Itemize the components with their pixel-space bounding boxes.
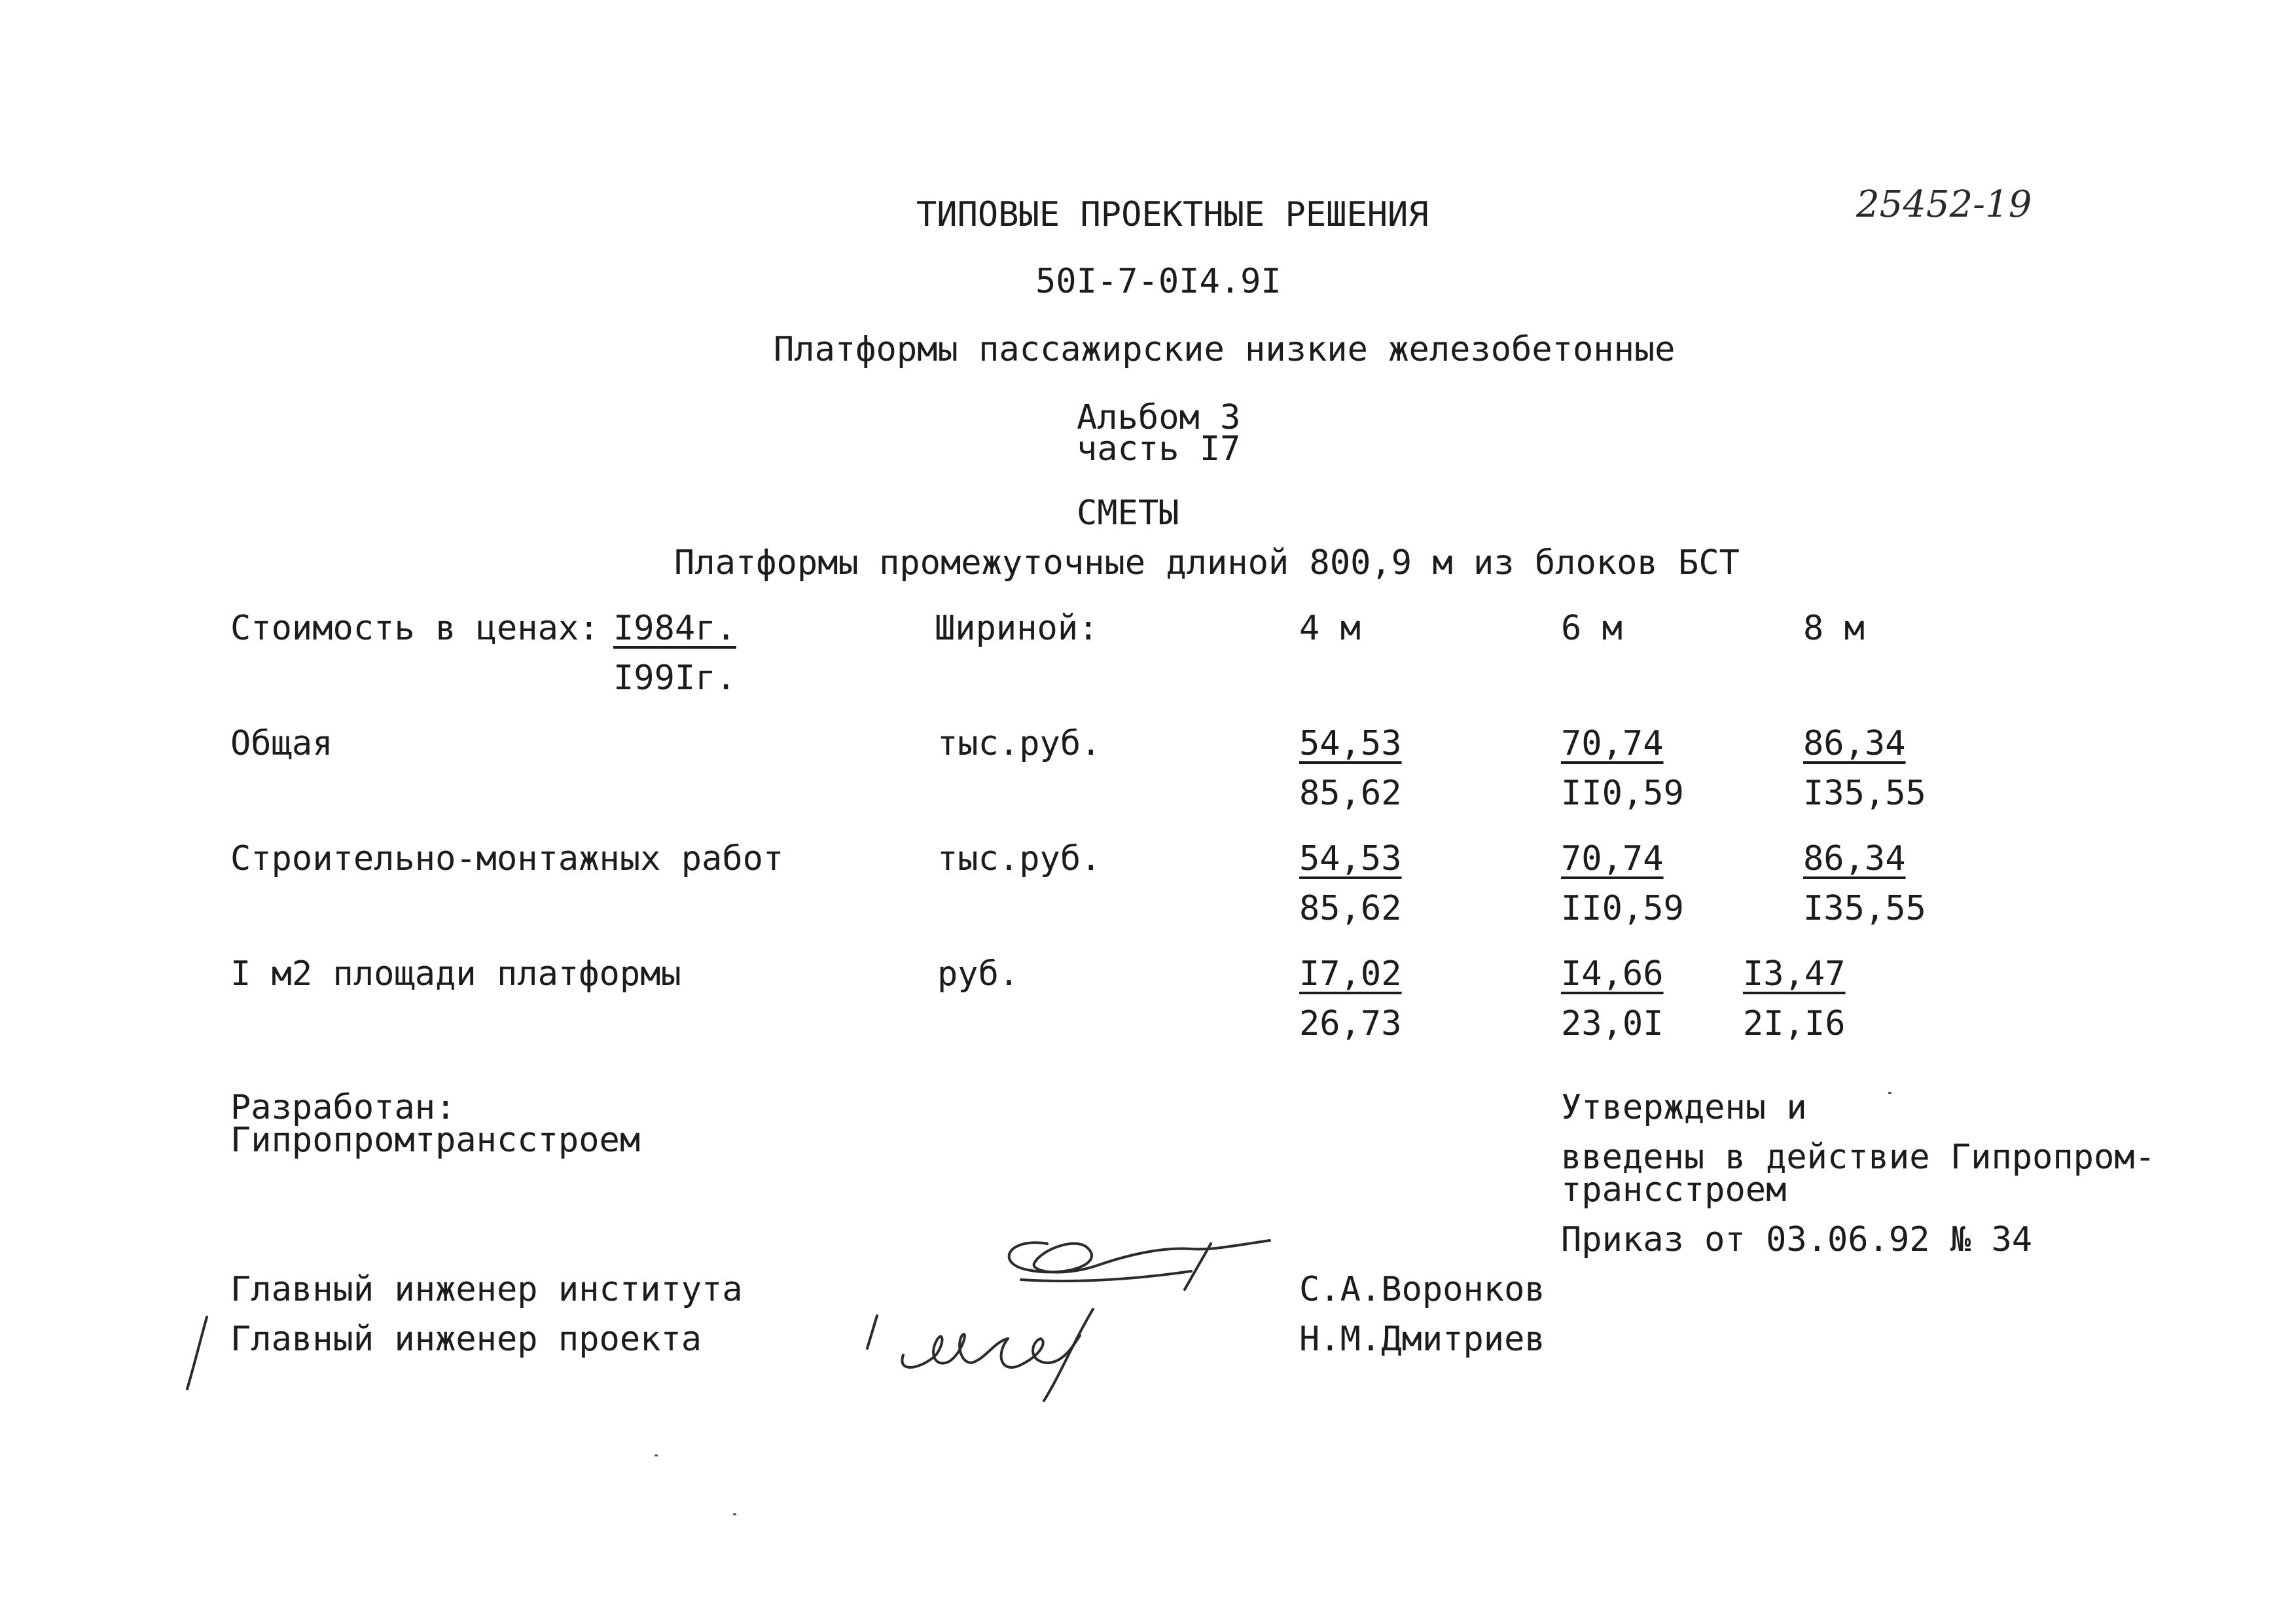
cost-label: Стоимость в ценах: bbox=[230, 609, 600, 648]
developer-org: Гипропромтрансстроем bbox=[230, 1121, 641, 1160]
margin-mark bbox=[185, 1314, 211, 1393]
signature-role-project: Главный инженер проекта bbox=[230, 1320, 702, 1359]
row-unit-per-m2: руб. bbox=[937, 954, 1020, 994]
value-top: I7,02 bbox=[1299, 954, 1402, 994]
signature-role-institute: Главный инженер института bbox=[230, 1270, 743, 1309]
value-top: I3,47 bbox=[1743, 954, 1846, 994]
value-bottom: II0,59 bbox=[1561, 889, 1684, 928]
signature-mark-institute bbox=[995, 1218, 1270, 1303]
price-year-bottom: I99Iг. bbox=[613, 659, 736, 698]
value-bottom: I35,55 bbox=[1803, 774, 1926, 813]
signature-name-project: Н.М.Дмитриев bbox=[1299, 1320, 1545, 1359]
price-year-top: I984г. bbox=[613, 609, 736, 648]
value-bottom: I35,55 bbox=[1803, 889, 1926, 928]
value-top: 70,74 bbox=[1561, 839, 1664, 878]
scan-speck bbox=[655, 1454, 658, 1456]
value-top: 86,34 bbox=[1803, 724, 1906, 763]
document-subject: Платформы пассажирские низкие железобетонные bbox=[774, 330, 1676, 369]
row-name-per-m2: I м2 площади платформы bbox=[230, 954, 681, 994]
developer-label: Разработан: bbox=[230, 1088, 456, 1127]
column-width-4: 4 м bbox=[1299, 609, 1361, 648]
document-title: ТИПОВЫЕ ПРОЕКТНЫЕ РЕШЕНИЯ bbox=[916, 195, 1429, 234]
handwritten-number: 25452-19 bbox=[1856, 183, 2032, 226]
row-unit-construction: тыс.руб. bbox=[937, 839, 1102, 878]
scan-speck bbox=[733, 1513, 736, 1515]
approval-line-1: Утверждены и bbox=[1561, 1088, 1807, 1127]
value-bottom: 85,62 bbox=[1299, 774, 1402, 813]
value-bottom: 23,0I bbox=[1561, 1004, 1664, 1043]
value-bottom: 26,73 bbox=[1299, 1004, 1402, 1043]
signature-name-institute: С.А.Воронков bbox=[1299, 1270, 1545, 1309]
width-label: Шириной: bbox=[935, 609, 1099, 648]
section-title: СМЕТЫ bbox=[1077, 494, 1179, 533]
part-label: часть I7 bbox=[1077, 429, 1241, 469]
value-bottom: 85,62 bbox=[1299, 889, 1402, 928]
value-bottom: II0,59 bbox=[1561, 774, 1684, 813]
column-width-8: 8 м bbox=[1803, 609, 1865, 648]
value-top: 70,74 bbox=[1561, 724, 1664, 763]
value-top: I4,66 bbox=[1561, 954, 1664, 994]
album-label: Альбом 3 bbox=[1077, 398, 1241, 437]
row-unit-total: тыс.руб. bbox=[937, 724, 1102, 763]
value-top: 86,34 bbox=[1803, 839, 1906, 878]
document-code: 50I-7-0I4.9I bbox=[1035, 262, 1282, 301]
value-top: 54,53 bbox=[1299, 839, 1402, 878]
row-name-total: Общая bbox=[230, 724, 333, 763]
value-top: 54,53 bbox=[1299, 724, 1402, 763]
column-width-6: 6 м bbox=[1561, 609, 1623, 648]
scan-speck bbox=[1888, 1092, 1892, 1094]
document-description: Платформы промежуточные длиной 800,9 м из блоков БСТ bbox=[674, 543, 1740, 583]
value-bottom: 2I,I6 bbox=[1743, 1004, 1846, 1043]
signature-mark-project bbox=[897, 1303, 1132, 1414]
row-name-construction: Строительно-монтажных работ bbox=[230, 839, 784, 878]
approval-line-3: трансстроем bbox=[1561, 1170, 1787, 1210]
approval-line-2: введены в действие Гипропром- bbox=[1561, 1138, 2155, 1177]
approval-order: Приказ от 03.06.92 № 34 bbox=[1561, 1220, 2033, 1259]
